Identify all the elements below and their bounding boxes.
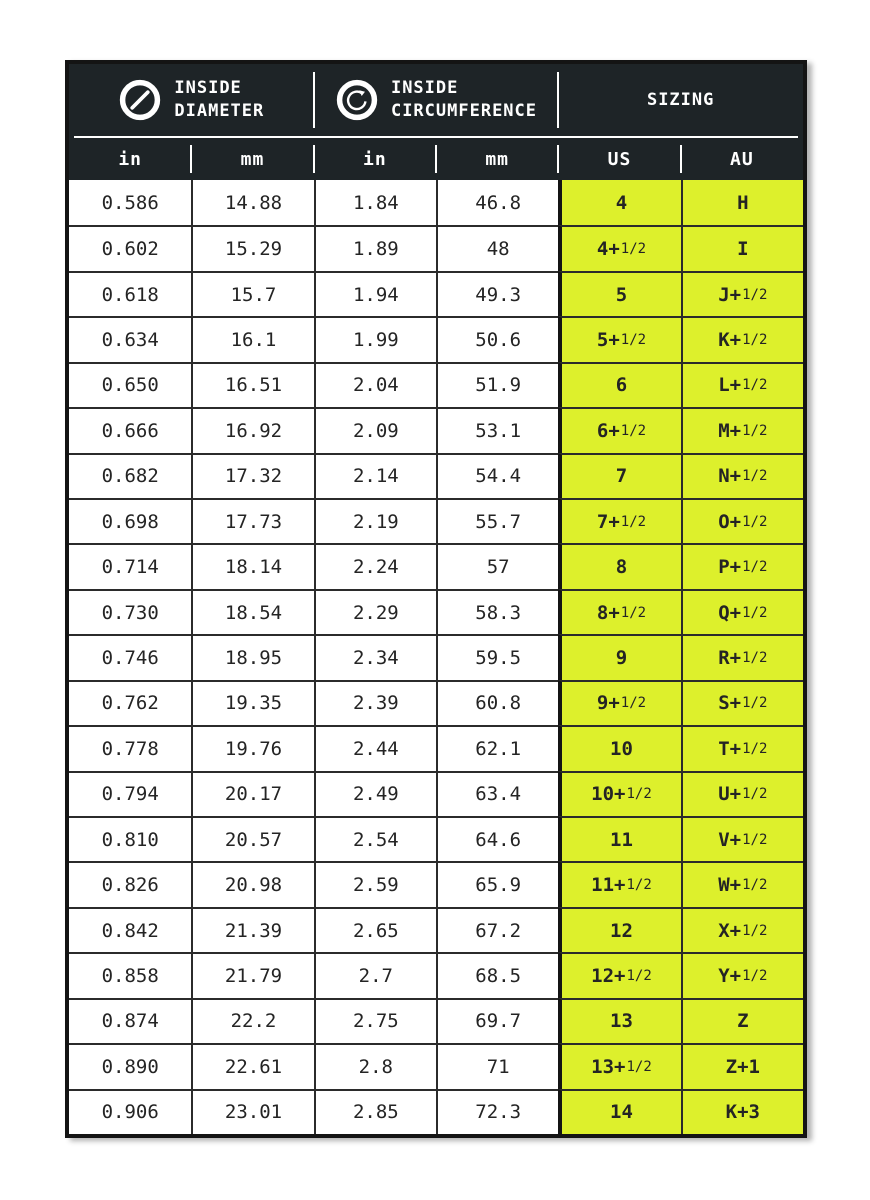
cell-circumference-in: 2.29 <box>314 589 436 634</box>
cell-size-au: L+ 1/2 <box>681 362 803 407</box>
column-subheaders <box>69 138 803 180</box>
cell-size-us: 12 <box>558 907 680 952</box>
cell-circumference-mm: 59.5 <box>436 634 558 679</box>
cell-size-us: 5 <box>558 271 680 316</box>
cell-diameter-in: 0.906 <box>69 1089 191 1134</box>
cell-size-au: K+3 <box>681 1089 803 1134</box>
subheader-diameter-mm: mm <box>191 138 313 180</box>
cell-circumference-in: 2.44 <box>314 725 436 770</box>
cell-diameter-mm: 19.76 <box>191 725 313 770</box>
cell-size-au: O+ 1/2 <box>681 498 803 543</box>
cell-circumference-in: 1.89 <box>314 225 436 270</box>
cell-circumference-in: 2.75 <box>314 998 436 1043</box>
cell-diameter-in: 0.666 <box>69 407 191 452</box>
cell-circumference-mm: 53.1 <box>436 407 558 452</box>
header-line: INSIDE <box>174 78 242 99</box>
cell-diameter-in: 0.714 <box>69 543 191 588</box>
cell-size-us: 12+ 1/2 <box>558 952 680 997</box>
cell-diameter-in: 0.810 <box>69 816 191 861</box>
diameter-icon <box>118 78 162 122</box>
cell-diameter-mm: 20.98 <box>191 861 313 906</box>
header-label-sizing <box>647 89 714 112</box>
cell-size-us: 11 <box>558 816 680 861</box>
cell-size-us: 10+ 1/2 <box>558 771 680 816</box>
cell-circumference-in: 2.7 <box>314 952 436 997</box>
cell-diameter-mm: 21.79 <box>191 952 313 997</box>
cell-diameter-in: 0.858 <box>69 952 191 997</box>
cell-circumference-in: 2.34 <box>314 634 436 679</box>
cell-circumference-mm: 68.5 <box>436 952 558 997</box>
cell-size-us: 14 <box>558 1089 680 1134</box>
cell-size-au: Z+1 <box>681 1043 803 1088</box>
ring-sizing-table <box>65 60 807 1138</box>
cell-diameter-in: 0.890 <box>69 1043 191 1088</box>
cell-diameter-mm: 22.2 <box>191 998 313 1043</box>
cell-circumference-mm: 49.3 <box>436 271 558 316</box>
header-line: SIZING <box>646 89 715 110</box>
cell-diameter-in: 0.602 <box>69 225 191 270</box>
header-line: CIRCUMFERENCE <box>390 101 538 121</box>
header-group-inside-diameter <box>69 64 314 136</box>
cell-circumference-mm: 46.8 <box>436 180 558 225</box>
table-body <box>69 180 803 1134</box>
cell-size-us: 13 <box>558 998 680 1043</box>
cell-circumference-mm: 51.9 <box>436 362 558 407</box>
cell-size-au: H <box>681 180 803 225</box>
cell-circumference-mm: 65.9 <box>436 861 558 906</box>
circumference-icon <box>335 78 379 122</box>
cell-circumference-in: 2.39 <box>314 680 436 725</box>
cell-circumference-mm: 54.4 <box>436 453 558 498</box>
cell-diameter-mm: 19.35 <box>191 680 313 725</box>
cell-diameter-mm: 17.32 <box>191 453 313 498</box>
cell-diameter-in: 0.730 <box>69 589 191 634</box>
cell-size-au: P+ 1/2 <box>681 543 803 588</box>
cell-diameter-mm: 21.39 <box>191 907 313 952</box>
cell-size-us: 6 <box>558 362 680 407</box>
cell-circumference-in: 2.54 <box>314 816 436 861</box>
cell-diameter-mm: 14.88 <box>191 180 313 225</box>
cell-diameter-in: 0.826 <box>69 861 191 906</box>
cell-diameter-in: 0.586 <box>69 180 191 225</box>
cell-size-us: 5+ 1/2 <box>558 316 680 361</box>
cell-circumference-in: 2.49 <box>314 771 436 816</box>
cell-diameter-mm: 17.73 <box>191 498 313 543</box>
cell-diameter-mm: 18.95 <box>191 634 313 679</box>
cell-size-us: 4 <box>558 180 680 225</box>
cell-diameter-mm: 20.17 <box>191 771 313 816</box>
cell-circumference-mm: 69.7 <box>436 998 558 1043</box>
cell-diameter-in: 0.746 <box>69 634 191 679</box>
cell-circumference-in: 1.99 <box>314 316 436 361</box>
cell-diameter-mm: 20.57 <box>191 816 313 861</box>
cell-size-au: U+ 1/2 <box>681 771 803 816</box>
cell-diameter-in: 0.698 <box>69 498 191 543</box>
cell-circumference-in: 2.19 <box>314 498 436 543</box>
cell-circumference-in: 1.84 <box>314 180 436 225</box>
cell-diameter-mm: 16.92 <box>191 407 313 452</box>
cell-size-au: X+ 1/2 <box>681 907 803 952</box>
cell-diameter-in: 0.762 <box>69 680 191 725</box>
cell-size-us: 7+ 1/2 <box>558 498 680 543</box>
cell-circumference-mm: 48 <box>436 225 558 270</box>
cell-circumference-mm: 50.6 <box>436 316 558 361</box>
cell-diameter-mm: 22.61 <box>191 1043 313 1088</box>
cell-size-us: 8 <box>558 543 680 588</box>
cell-circumference-in: 2.8 <box>314 1043 436 1088</box>
cell-circumference-in: 2.65 <box>314 907 436 952</box>
cell-diameter-in: 0.618 <box>69 271 191 316</box>
cell-size-au: K+ 1/2 <box>681 316 803 361</box>
cell-diameter-in: 0.794 <box>69 771 191 816</box>
cell-circumference-in: 2.24 <box>314 543 436 588</box>
cell-size-us: 7 <box>558 453 680 498</box>
cell-size-au: M+ 1/2 <box>681 407 803 452</box>
cell-circumference-in: 2.59 <box>314 861 436 906</box>
cell-size-us: 9 <box>558 634 680 679</box>
cell-diameter-mm: 18.14 <box>191 543 313 588</box>
cell-size-us: 13+ 1/2 <box>558 1043 680 1088</box>
cell-circumference-mm: 64.6 <box>436 816 558 861</box>
subheader-diameter-in: in <box>118 148 142 170</box>
cell-circumference-mm: 62.1 <box>436 725 558 770</box>
cell-size-us: 9+ 1/2 <box>558 680 680 725</box>
header-line: DIAMETER <box>174 101 265 121</box>
cell-diameter-mm: 16.51 <box>191 362 313 407</box>
cell-diameter-in: 0.650 <box>69 362 191 407</box>
cell-size-au: Z <box>681 998 803 1043</box>
cell-size-us: 8+ 1/2 <box>558 589 680 634</box>
subheader-size-au: AU <box>681 138 803 180</box>
cell-size-us: 11+ 1/2 <box>558 861 680 906</box>
header-label-inside-circumference <box>391 77 537 123</box>
cell-size-au: W+ 1/2 <box>681 861 803 906</box>
table-header <box>69 64 803 136</box>
subheader-circumference-mm: mm <box>436 138 558 180</box>
cell-circumference-in: 2.85 <box>314 1089 436 1134</box>
cell-size-us: 6+ 1/2 <box>558 407 680 452</box>
cell-diameter-mm: 23.01 <box>191 1089 313 1134</box>
cell-size-au: Q+ 1/2 <box>681 589 803 634</box>
subheader-circumference-in: in <box>314 138 436 180</box>
cell-size-au: V+ 1/2 <box>681 816 803 861</box>
cell-circumference-mm: 57 <box>436 543 558 588</box>
cell-circumference-in: 1.94 <box>314 271 436 316</box>
cell-circumference-mm: 58.3 <box>436 589 558 634</box>
cell-size-au: S+ 1/2 <box>681 680 803 725</box>
cell-diameter-mm: 18.54 <box>191 589 313 634</box>
cell-size-au: N+ 1/2 <box>681 453 803 498</box>
cell-diameter-in: 0.682 <box>69 453 191 498</box>
cell-circumference-in: 2.14 <box>314 453 436 498</box>
subheader-size-us: US <box>558 138 680 180</box>
cell-diameter-in: 0.778 <box>69 725 191 770</box>
header-group-sizing <box>558 64 803 136</box>
cell-circumference-mm: 60.8 <box>436 680 558 725</box>
header-group-inside-circumference <box>314 64 559 136</box>
cell-diameter-mm: 15.7 <box>191 271 313 316</box>
cell-circumference-mm: 63.4 <box>436 771 558 816</box>
cell-circumference-mm: 67.2 <box>436 907 558 952</box>
header-label-inside-diameter <box>174 77 264 123</box>
cell-size-au: J+ 1/2 <box>681 271 803 316</box>
cell-size-au: Y+ 1/2 <box>681 952 803 997</box>
cell-size-au: T+ 1/2 <box>681 725 803 770</box>
header-line: INSIDE <box>390 78 459 99</box>
cell-circumference-mm: 71 <box>436 1043 558 1088</box>
cell-circumference-in: 2.09 <box>314 407 436 452</box>
cell-circumference-mm: 55.7 <box>436 498 558 543</box>
cell-diameter-in: 0.842 <box>69 907 191 952</box>
cell-circumference-in: 2.04 <box>314 362 436 407</box>
cell-size-au: R+ 1/2 <box>681 634 803 679</box>
cell-diameter-in: 0.874 <box>69 998 191 1043</box>
cell-size-us: 10 <box>558 725 680 770</box>
cell-size-au: I <box>681 225 803 270</box>
cell-circumference-mm: 72.3 <box>436 1089 558 1134</box>
cell-diameter-in: 0.634 <box>69 316 191 361</box>
cell-diameter-mm: 15.29 <box>191 225 313 270</box>
cell-size-us: 4+ 1/2 <box>558 225 680 270</box>
cell-diameter-mm: 16.1 <box>191 316 313 361</box>
